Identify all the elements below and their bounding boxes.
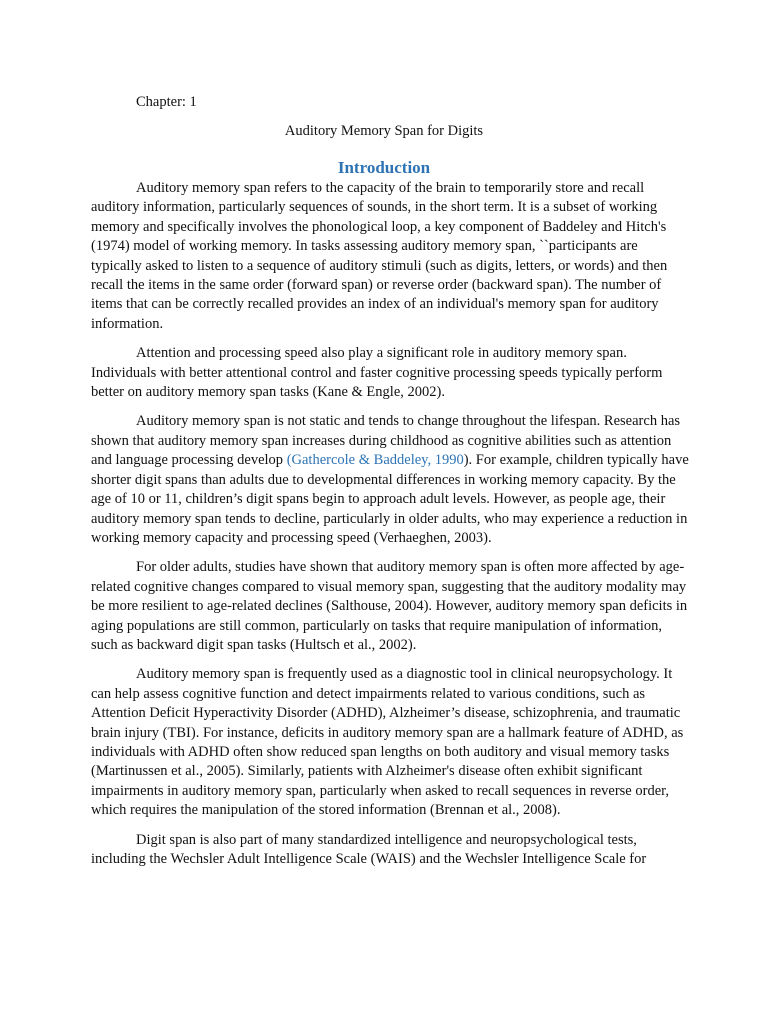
chapter-label: Chapter: 1 — [136, 94, 197, 110]
section-heading: Introduction — [337, 158, 431, 177]
paragraph-4: For older adults, studies have shown that auditory memory span is often more affected by age-related cognitive changes compared to visual memory span, suggesting that the auditory modality may be more resilient to age-related declines (Salthouse, 2004). However, auditory memory span deficits in aging populations are still common, particularly on tasks that require manipulation of information, such as backward digit span tasks (Hultsch et al., 2002). — [91, 559, 688, 653]
paragraph-3 — [91, 412, 691, 548]
citation-link[interactable]: (Gathercole & Baddeley, 1990 — [286, 452, 464, 469]
paragraph-1: Auditory memory span refers to the capacity of the brain to temporarily store and recall auditory information, particularly sequences of sounds, in the short term. It is a subset of working memory and specifically involves the phonological loop, a key component of Baddeley and Hitch's (1974) model of working memory. In tasks assessing auditory memory span, ``participants are typically asked to listen to a sequence of auditory stimuli (such as digits, letters, or words) and then recall the items in the same order (forward span) or reverse order (backward span). The number of items that can be correctly recalled provides an index of an individual's memory span for auditory information. — [91, 180, 668, 332]
paragraph-6: Digit span is also part of many standardized intelligence and neuropsychological tests, including the Wechsler Adult Intelligence Scale (WAIS) and the Wechsler Intelligence Scale for — [91, 831, 647, 867]
paragraph-3-text-after: ). For example, children typically have shorter digit spans than adults due to developmental differences in working memory capacity. By the age of 10 or 11, children’s digit spans begin to approach adult levels. However, as people age, their auditory memory span tends to decline, particularly in older adults, who may experience a reduction in working memory capacity and processing speed (Verhaeghen, 2003). — [91, 452, 689, 546]
document-title: Auditory Memory Span for Digits — [284, 123, 484, 139]
document-body — [91, 179, 691, 879]
paragraph-5: Auditory memory span is frequently used as a diagnostic tool in clinical neuropsychology. It can help assess cognitive function and detect impairments related to various conditions, such as Attention Deficit Hyperactivity Disorder (ADHD), Alzheimer’s disease, schizophrenia, and traumatic brain injury (TBI). For instance, deficits in auditory memory span are a hallmark feature of ADHD, as individuals with ADHD often show reduced span lengths on both auditory and visual memory tasks (Martinussen et al., 2005). Similarly, patients with Alzheimer's disease often exhibit significant impairments in auditory memory span, particularly when asked to recall sequences in reverse order, which requires the manipulation of the stored information (Brennan et al., 2008). — [91, 666, 684, 819]
paragraph-3-text-before: Auditory memory span is not static and tends to change throughout the lifespan. Research has shown that auditory memory span increases during childhood as cognitive abilities such as attention and language processing develop — [91, 413, 681, 469]
paragraph-2: Attention and processing speed also play a significant role in auditory memory span. Individuals with better attentional control and faster cognitive processing speeds typically perform better on auditory memory span tasks (Kane & Engle, 2002). — [91, 345, 663, 401]
